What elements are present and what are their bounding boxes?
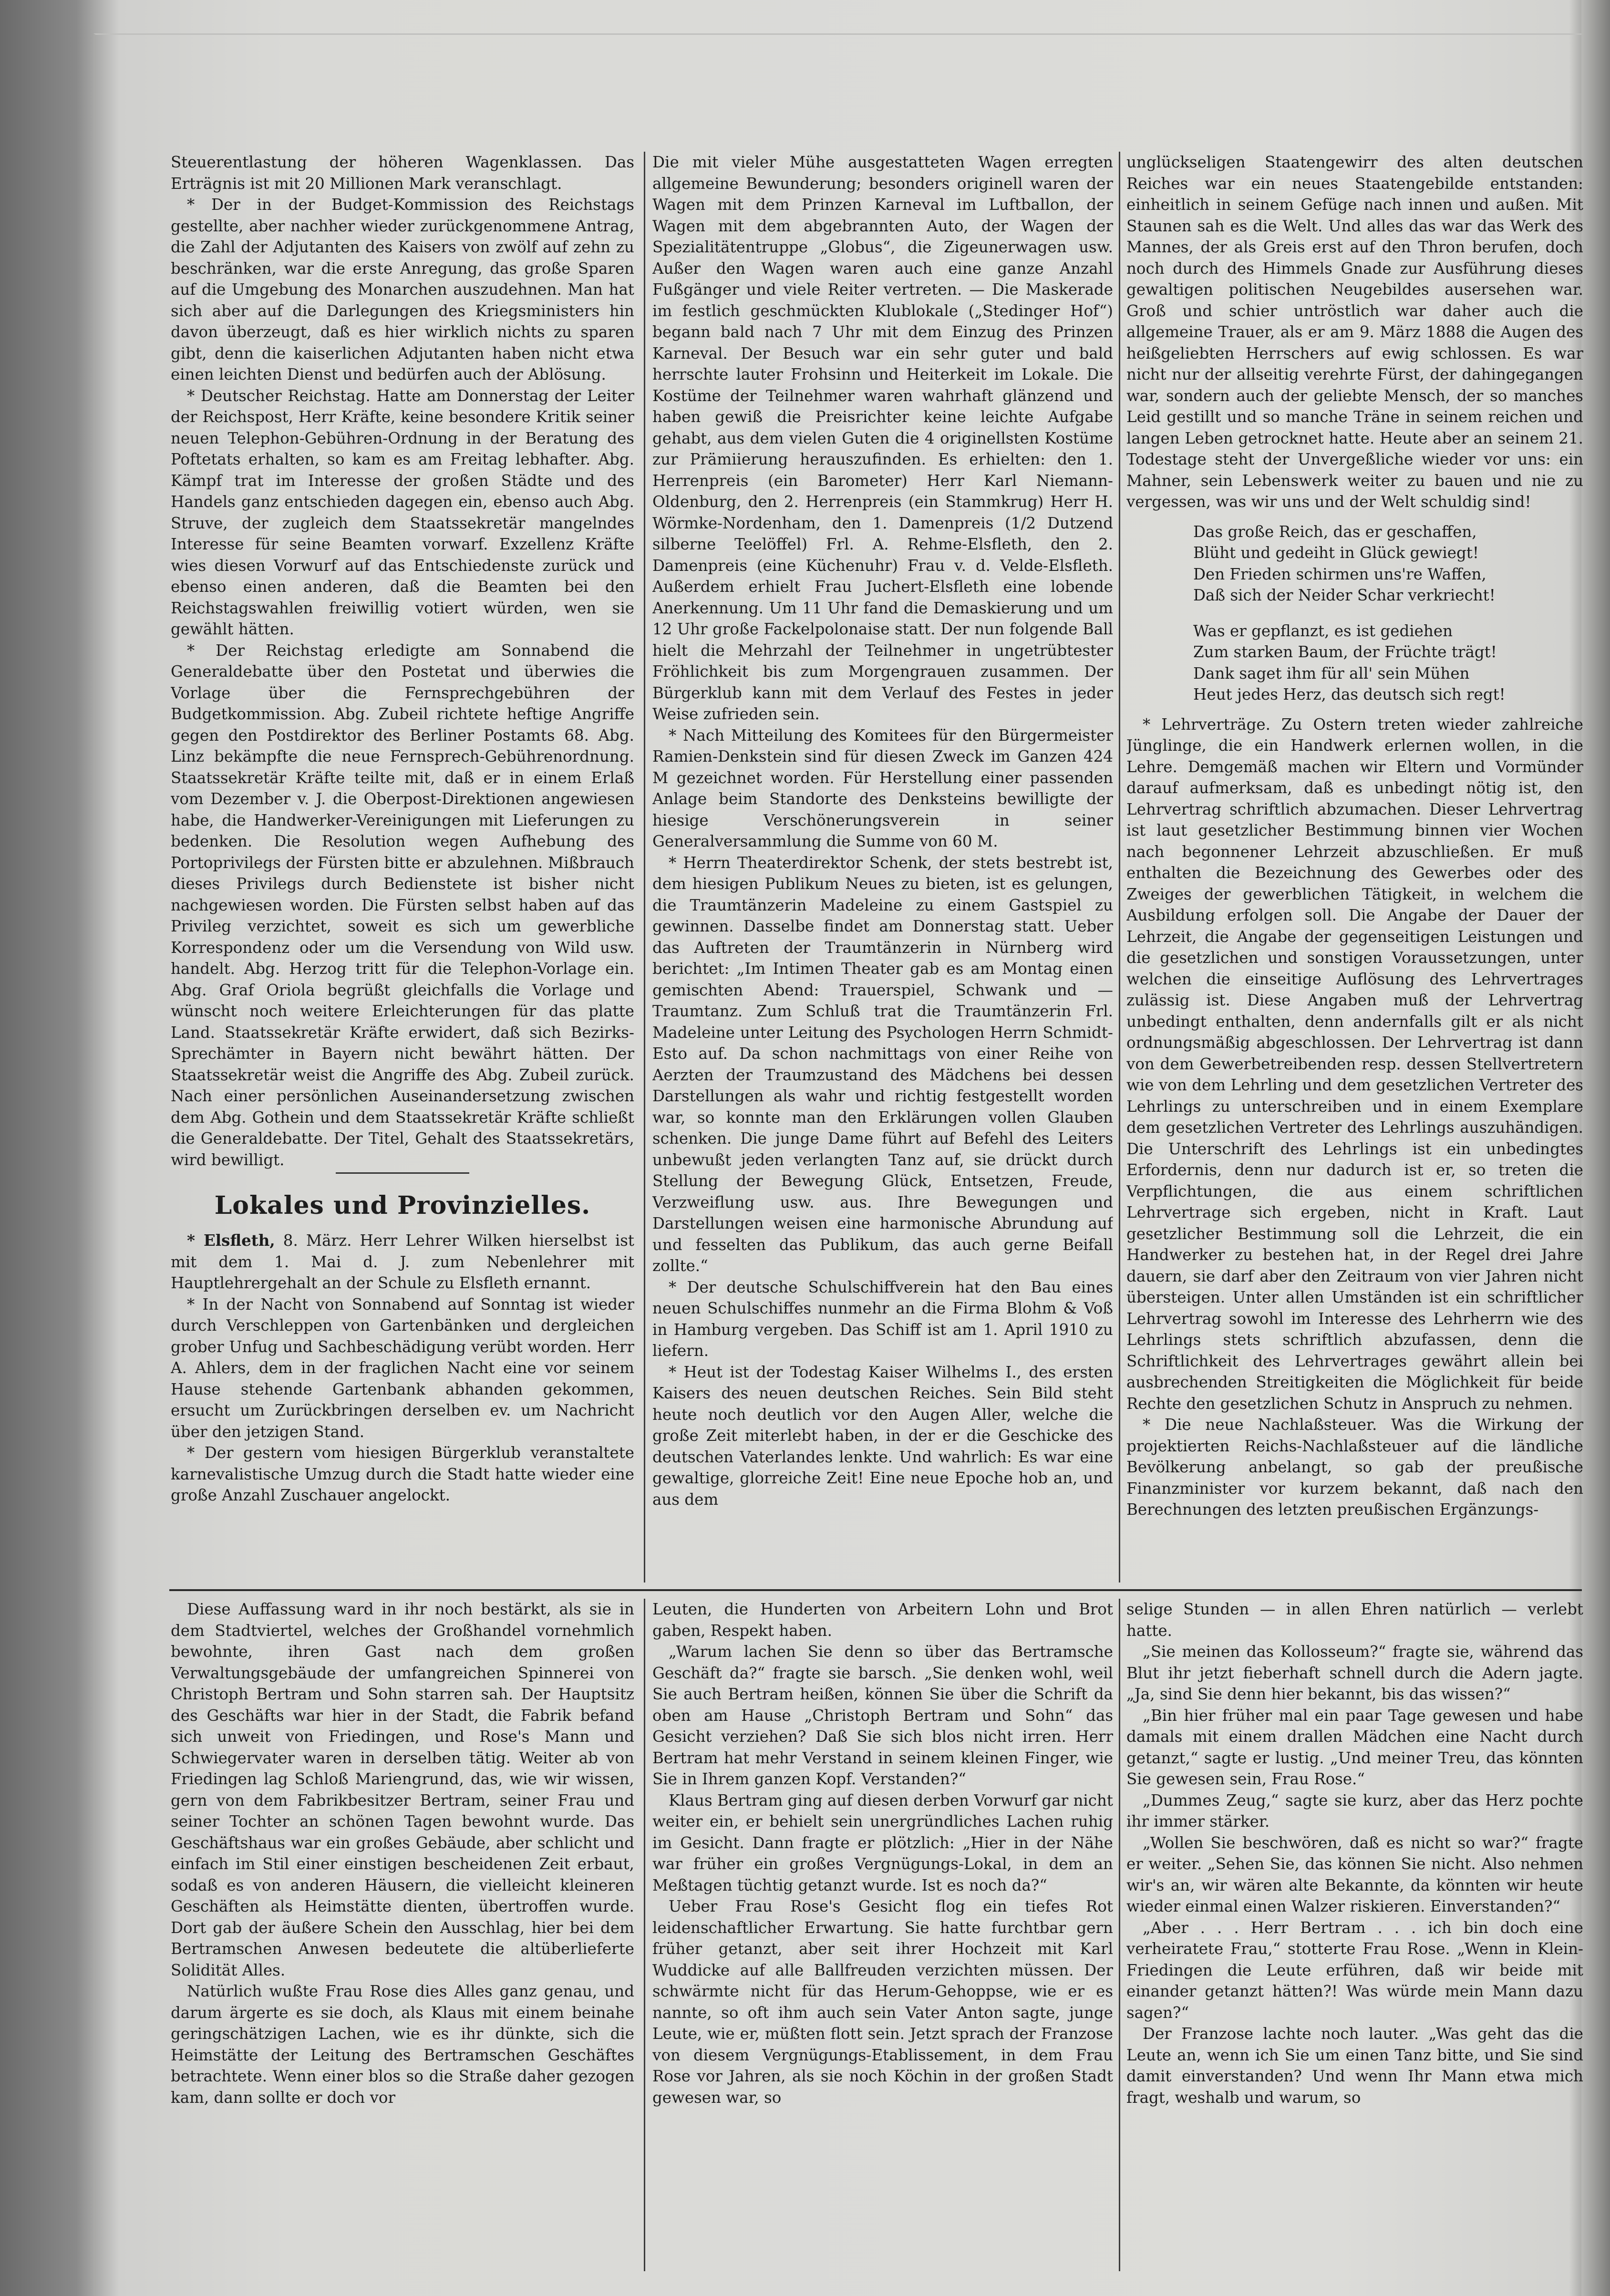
paragraph: „Wollen Sie beschwören, daß es nicht so war?“ fragte er weiter. „Sehen Sie, das können Sie nicht. Also nehmen wir's an, wir wären alte Bekannte, da könnten wir heute wieder einmal einen Walzer riskieren. Einverstanden?“ [1126, 1833, 1583, 1915]
paragraph: „Bin hier früher mal ein paar Tage gewesen und habe damals mit einem drallen Mädchen eine Nacht durch getanzt,“ sagte er lustig. „Und meiner Treu, das könnten Sie gewesen sein, Frau Rose.“ [1126, 1706, 1583, 1788]
paragraph: Diese Auffassung ward in ihr noch bestärkt, als sie in dem Stadtviertel, welches der Großhandel vornehmlich bewohnte, ihren Gast nach dem großen Verwaltungsgebäude der umfangreichen Spinnerei von Christoph Bertram und Sohn starren sah. Der Hauptsitz des Geschäfts war hier in der Stadt, die Fabrik befand sich unweit von Friedingen, und Rose's Mann und Schwiegervater waren in derselben tätig. Weiter ab von Friedingen lag Schloß Mariengrund, das, wie wir wissen, gern von dem Fabrikbesitzer Bertram, seiner Frau und seiner Tochter an schönen Tagen bewohnt wurde. Das Geschäftshaus war ein großes Gebäude, aber schlicht und einfach im Stil einer einstigen bescheidenen Zeit erbaut, sodaß es von anderen Häusern, die vielleicht kleineren Geschäften als Heimstätte dienten, übertroffen wurde. Dort gab der äußere Schein den Ausschlag, hier bei dem Bertramschen Anwesen bedeutete die altüberlieferte Solidität Alles. [171, 1600, 634, 1979]
poem-line: Dank saget ihm für all' sein Mühen [1193, 664, 1470, 683]
paragraph: * Die neue Nachlaßsteuer. Was die Wirkung der projektierten Reichs-Nachlaßsteuer auf die ländliche Bevölkerung anbelangt, so gab der preußische Finanzminister vor kurzem bekannt, daß nach den Berechnungen des letzten preußischen Ergänzungs- [1126, 1416, 1583, 1519]
paragraph: Der Franzose lachte noch lauter. „Was geht das die Leute an, wenn ich Sie um einen Tanz bitte, und Sie sind damit einverstanden? Und wenn Ihr Mann etwa mich fragt, weshalb und warum, so [1126, 2025, 1583, 2107]
paragraph: „Dummes Zeug,“ sagte sie kurz, aber das Herz pochte ihr immer stärker. [1126, 1791, 1583, 1831]
paragraph: „Sie meinen das Kollosseum?“ fragte sie, während das Blut ihr jetzt fieberhaft schnell durch die Adern jagte. „Ja, sind Sie denn hier bekannt, bis das wissen?“ [1126, 1643, 1583, 1703]
paragraph: Steuerentlastung der höheren Wagenklassen. Das Erträgnis ist mit 20 Millionen Mark veranschlagt. [171, 153, 634, 193]
feuilleton-column-2 [652, 1599, 1113, 2271]
column-divider [1119, 152, 1120, 1582]
paragraph: Klaus Bertram ging auf diesen derben Vorwurf gar nicht weiter ein, er behielt sein unergründliches Lachen ruhig im Gesicht. Dann fragte er plötzlich: „Hier in der Nähe war früher ein großes Vergnügungs-Lokal, in dem an Meßtagen tüchtig getanzt wurde. Ist es noch da?“ [652, 1791, 1113, 1894]
paragraph: Ueber Frau Rose's Gesicht flog ein tiefes Rot leidenschaftlicher Erwartung. Sie hatte furchtbar gern früher getanzt, aber seit ihrer Hochzeit mit Karl Wuddicke auf alle Ballfreuden verzichten müssen. Der schwärmte nicht für das Herum-Gehoppse, wie er es nannte, so oft ihm auch sein Vater Anton sagte, junge Leute, wie er, müßten flott sein. Jetzt sprach der Franzose von diesem Vergnügungs-Etablissement, in dem Frau Rose vor Jahren, als sie noch Köchin in der großen Stadt gewesen war, so [652, 1897, 1113, 2107]
paragraph: * Deutscher Reichstag. Hatte am Donnerstag der Leiter der Reichspost, Herr Kräfte, keine besondere Kritik seiner neuen Telephon-Gebühren-Ordnung in der Beratung des Poftetats erhalten, so kam es am Freitag lebhafter. Abg. Kämpf trat im Interesse der großen Städte und des Handels ganz entschieden dagegen ein, ebenso auch Abg. Struve, der zugleich dem Staatssekretär mangelndes Interesse für seine Beamten vorwarf. Exzellenz Kräfte wies diesen Vorwurf auf das Entschiedenste zurück und ebenso einen anderen, daß die Beamten bei den Reichstagswahlen freiwillig votiert würden, wen sie gewählt hätten. [171, 386, 634, 638]
paragraph: unglückseligen Staatengewirr des alten deutschen Reiches war ein neues Staatengebilde entstanden: einheitlich in seinem Gefüge nach innen und außen. Mit Staunen sah es die Welt. Und alles das war das Werk des Mannes, der als Greis erst auf den Thron berufen, doch noch durch des Himmels Gnade zur Ausführung dieses gewaltigen politischen Neugebildes ausersehen war. Groß und schier untröstlich war daher auch die allgemeine Trauer, als er am 9. März 1888 die Augen des heißgeliebten Herrschers auf ewig schlossen. Es war nicht nur der allseitig verehrte Fürst, der dahingegangen war, sondern auch der geliebte Mensch, der so manches Leid gestillt und so manche Träne in seinem reichen und langen Leben getrocknet hatte. Heute aber an seinem 21. Todestage steht der Unvergeßliche wieder vor uns: ein Mahner, sein Lebenswerk weiter zu bauen und nie zu vergessen, was wir uns und der Welt schuldig sind! [1126, 153, 1583, 511]
paragraph: „Warum lachen Sie denn so über das Bertramsche Geschäft da?“ fragte sie barsch. „Sie denken wohl, weil Sie auch Bertram heißen, können Sie über die Schrift da oben am Hause „Christoph Bertram und Sohn“ das Gesicht verziehen? Daß Sie sich blos nicht irren. Herr Bertram hat mehr Verstand in seinem kleinen Finger, wie Sie in Ihrem ganzen Kopf. Verstanden?“ [652, 1643, 1113, 1788]
column-divider [1119, 1599, 1120, 2271]
news-column-1 [171, 152, 634, 1582]
feuilleton-column-3 [1126, 1599, 1583, 2271]
binding-shadow [1581, 0, 1610, 2296]
poem-line: Heut jedes Herz, das deutsch sich regt! [1193, 685, 1506, 703]
paragraph: * Der gestern vom hiesigen Bürgerklub veranstaltete karnevalistische Umzug durch die Stadt hatte wieder eine große Anzahl Zuschauer angelockt. [171, 1444, 634, 1504]
paragraph-text: 8. März. Herr Lehrer Wilken hierselbst ist mit dem 1. Mai d. J. zum Nebenlehrer mit Hauptlehrergehalt an der Schule zu Elsfleth ernannt. [171, 1231, 634, 1292]
feuilleton-column-1 [171, 1599, 634, 2271]
paragraph: * Der in der Budget-Kommission des Reichstags gestellte, aber nachher wieder zurückgenommene Antrag, die Zahl der Adjutanten des Kaisers von zwölf auf zehn zu beschränken, war die erste Anregung, das große Sparen auf die Umgebung des Monarchen auszudehnen. Man hat sich aber auf die Darlegungen des Kriegsministers hin davon überzeugt, daß es hier wirklich nichts zu sparen gibt, denn die kaiserlichen Adjutanten haben nicht etwa einen leichten Dienst und bedürfen auch der Ablösung. [171, 196, 634, 383]
paragraph: * Der Reichstag erledigte am Sonnabend die Generaldebatte über den Postetat und überwies die Vorlage über die Fernsprechgebühren der Budgetkommission. Abg. Zubeil richtete heftige Angriffe gegen den Postdirektor des Berliner Postamts 68. Abg. Linz bekämpfte die neue Fernsprech-Gebührenordnung. Staatssekretär Kräfte teilte mit, daß er in einem Erlaß vom Dezember v. J. die Oberpost-Direktionen angewiesen habe, die Handwerker-Vereinigungen mit Lieferungen zu bedenken. Die Resolution wegen Aufhebung des Portoprivilegs der Fürsten bitte er abzulehnen. Mißbrauch dieses Privilegs durch Bedienstete ist bisher nicht nachgewiesen worden. Die Fürsten selbst haben auf das Privileg verzichtet, soweit es sich um gewerbliche Korrespondenz oder um die Versendung von Wild usw. handelt. Abg. Herzog tritt für die Telephon-Vorlage ein. Abg. Graf Oriola begrüßt gleichfalls die Vorlage und wünscht noch weitere Erleichterungen für das platte Land. Staatssekretär Kräfte erwidert, daß sich Bezirks-Sprechämter in Bayern nicht bewährt hätten. Der Staatssekretär weist die Angriffe des Abg. Zubeil zurück. Nach einer persönlichen Auseinandersetzung zwischen dem Abg. Gothein und dem Staatssekretär Kräfte schließt die Generaldebatte. Der Titel, Gehalt des Staatssekretärs, wird bewilligt. [171, 641, 634, 1169]
paragraph: „Aber . . . Herr Bertram . . . ich bin doch eine verheiratete Frau,“ stotterte Frau Rose. „Wenn in Klein-Friedingen die Leute erführen, daß wir beide mit einander getanzt hätten?! Was würde mein Mann dazu sagen?“ [1126, 1918, 1583, 2022]
paragraph: * Heut ist der Todestag Kaiser Wilhelms I., des ersten Kaisers des neuen deutschen Reiches. Sein Bild steht heute noch deutlich vor den Augen Aller, welche die große Zeit miterlebt haben, in der er die Geschicke des deutschen Vaterlandes lenkte. Und wahrlich: Es war eine gewaltige, glorreiche Zeit! Eine neue Epoche hob an, und aus dem [652, 1363, 1113, 1509]
section-heading: Lokales und Provinzielles. [214, 1191, 591, 1220]
paragraph: Natürlich wußte Frau Rose dies Alles ganz genau, und darum ärgerte es sie doch, als Klaus mit einem beinahe geringschätzigen Lachen, wie es ihr dünkte, sich die Heimstätte der Leitung des Bertramschen Geschäftes betrachtete. Wenn einer blos so die Straße daher gezogen kam, dann sollte er doch vor [171, 1982, 634, 2107]
news-column-3 [1126, 152, 1583, 1582]
column-divider [644, 152, 645, 1582]
paragraph: * Herrn Theaterdirektor Schenk, der stets bestrebt ist, dem hiesigen Publikum Neues zu bieten, ist es gelungen, die Traumtänzerin Madeleine zu einem Gastspiel zu gewinnen. Dasselbe findet am Donnerstag statt. Ueber das Auftreten der Traumtänzerin in Nürnberg wird berichtet: „Im Intimen Theater gab es am Montag einen gemischten Abend: Trauerspiel, Schwank und — Traumtanz. Zum Schluß trat die Traumtänzerin Frl. Madeleine unter Leitung des Psychologen Herrn Schmidt-Esto auf. Da schon nachmittags von einer Reihe von Aerzten der Traumzustand des Mädchens bei dessen Darstellungen als wahr und richtig festgestellt worden war, so konnte man den Erklärungen vollen Glauben schenken. Die junge Dame führt auf Befehl des Leiters unbewußt jeden verlangten Tanz auf, sie drückt durch Stellung der Bewegung Glück, Entsetzen, Freude, Verzweiflung usw. aus. Ihre Bewegungen und Darstellungen weisen eine harmonische Abrundung auf und fesselten das Publikum, das auch gerne Beifall zollte.“ [652, 853, 1113, 1275]
dateline-place: * Elsfleth, [187, 1231, 275, 1250]
feuilleton-separator [169, 1589, 1582, 1591]
heading-rule [336, 1172, 469, 1174]
news-column-2 [652, 152, 1113, 1582]
poem-line: Zum starken Baum, der Früchte trägt! [1193, 643, 1497, 661]
poem-line: Was er gepflanzt, es ist gediehen [1193, 621, 1453, 640]
column-divider [644, 1599, 645, 2271]
poem-line: Blüht und gedeiht in Glück gewiegt! [1193, 544, 1479, 562]
paragraph: * Lehrverträge. Zu Ostern treten wieder zahlreiche Jünglinge, die ein Handwerk erlernen wollen, in die Lehre. Demgemäß machen wir Eltern und Vormünder darauf aufmerksam, daß es unbedingt nötig ist, den Lehrvertrag schriftlich abzumachen. Dieser Lehrvertrag ist laut gesetzlicher Bestimmung binnen vier Wochen nach begonnener Lehrzeit abzuschließen. Er muß enthalten die Bezeichnung des Gewerbes oder des Zweiges der gewerblichen Tätigkeit, in welchem die Ausbildung erfolgen soll. Die Angabe der Dauer der Lehrzeit, die Angabe der gegenseitigen Leistungen und die gesetzlichen und sonstigen Voraussetzungen, unter welchen die einseitige Auflösung des Lehrvertrages zulässig ist. Diese Angaben muß der Lehrvertrag unbedingt enthalten, denn andernfalls gilt er als nicht ordnungsmäßig abgeschlossen. Der Lehrvertrag ist dann von dem Gewerbetreibenden resp. dessen Stellvertretern wie von dem Lehrling und dem gesetzlichen Vertreter des Lehrlings zu unterschreiben und in einem Exemplare dem gesetzlichen Vertreter des Lehrlings auszuhändigen. Die Unterschrift des Lehrlings ist ein unbedingtes Erfordernis, denn nur dadurch ist er, so treten die Verpflichtungen, die aus einem schriftlichen Lehrvertrage sich ergeben, nicht in Kraft. Laut gesetzlicher Bestimmung soll die Lehrzeit, die ein Handwerker zu bestehen hat, in der Regel drei Jahre dauern, sie darf aber den Zeitraum von vier Jahren nicht übersteigen. Unter allen Umständen ist ein schriftlicher Lehrvertrag sowohl im Interesse des Lehrherrn wie des Lehrlings stets schriftlich abzufassen, denn die Schriftlichkeit des Lehrvertrages gewährt allein bei ausbrechenden Streitigkeiten die Möglichkeit für beide Rechte den gesetzlichen Schutz in Anspruch zu nehmen. [1126, 715, 1583, 1413]
paragraph [171, 1230, 634, 1294]
poem-line: Daß sich der Neider Schar verkriecht! [1193, 586, 1496, 604]
poem-line: Das große Reich, das er geschaffen, [1193, 522, 1477, 541]
paragraph: * Der deutsche Schulschiffverein hat den Bau eines neuen Schulschiffes nunmehr an die Firma Blohm & Voß in Hamburg vergeben. Das Schiff ist am 1. April 1910 zu liefern. [652, 1278, 1113, 1360]
paragraph: * Nach Mitteilung des Komitees für den Bürgermeister Ramien-Denkstein sind für diesen Zweck im Ganzen 424 M gezeichnet worden. Für Herstellung einer passenden Anlage beim Standorte des Denksteins bewilligte der hiesige Verschönerungsverein in seiner Generalversammlung die Summe von 60 M. [652, 726, 1113, 850]
paragraph: Die mit vieler Mühe ausgestatteten Wagen erregten allgemeine Bewunderung; besonders originell waren der Wagen mit dem Prinzen Karneval im Luftballon, der Wagen mit dem abgebrannten Auto, der Wagen der Spezialitätentruppe „Globus“, die Zigeunerwagen usw. Außer den Wagen waren auch eine ganze Anzahl Fußgänger und viele Reiter vertreten. — Die Maskerade im festlich geschmückten Klublokale („Stedinger Hof“) begann bald nach 7 Uhr mit dem Einzug des Prinzen Karneval. Der Besuch war ein sehr guter und bald herrschte lauter Frohsinn und Heiterkeit im Lokale. Die Kostüme der Teilnehmer waren wahrhaft glänzend und haben gewiß die Preisrichter keine leichte Aufgabe gehabt, aus dem vielen Guten die 4 originellsten Kostüme zur Prämiierung herauszufinden. Es erhielten: den 1. Herrenpreis (ein Barometer) Herr Karl Niemann-Oldenburg, den 2. Herrenpreis (ein Stammkrug) Herr H. Wörmke-Nordenham, den 1. Damenpreis (1/2 Dutzend silberne Teelöffel) Frl. A. Rehme-Elsfleth, den 2. Damenpreis (eine Küchenuhr) Frau v. d. Velde-Elsfleth. Außerdem erhielt Frau Juchert-Elsfleth eine lobende Anerkennung. Um 11 Uhr fand die Demaskierung und um 12 Uhr große Fackelpolonaise statt. Der nun folgende Ball hielt die Mehrzahl der Teilnehmer in ungetrübtester Fröhlichkeit bis zum Morgengrauen zusammen. Der Bürgerklub kann mit dem Verlauf des Festes in jeder Weise zufrieden sein. [652, 153, 1113, 723]
paragraph: * In der Nacht von Sonnabend auf Sonntag ist wieder durch Verschleppen von Gartenbänken und dergleichen grober Unfug und Sachbeschädigung verübt worden. Herr A. Ahlers, dem in der fraglichen Nacht eine vor seinem Hause stehende Gartenbank abhanden gekommen, ersucht um Zurückbringen derselben ev. um Nachricht über den jetzigen Stand. [171, 1295, 634, 1441]
paragraph: Leuten, die Hunderten von Arbeitern Lohn und Brot gaben, Respekt haben. [652, 1600, 1113, 1640]
poem-line: Den Frieden schirmen uns're Waffen, [1193, 565, 1486, 583]
poem-stanza-1 [1193, 521, 1583, 705]
paragraph: selige Stunden — in allen Ehren natürlich — verlebt hatte. [1126, 1600, 1583, 1640]
